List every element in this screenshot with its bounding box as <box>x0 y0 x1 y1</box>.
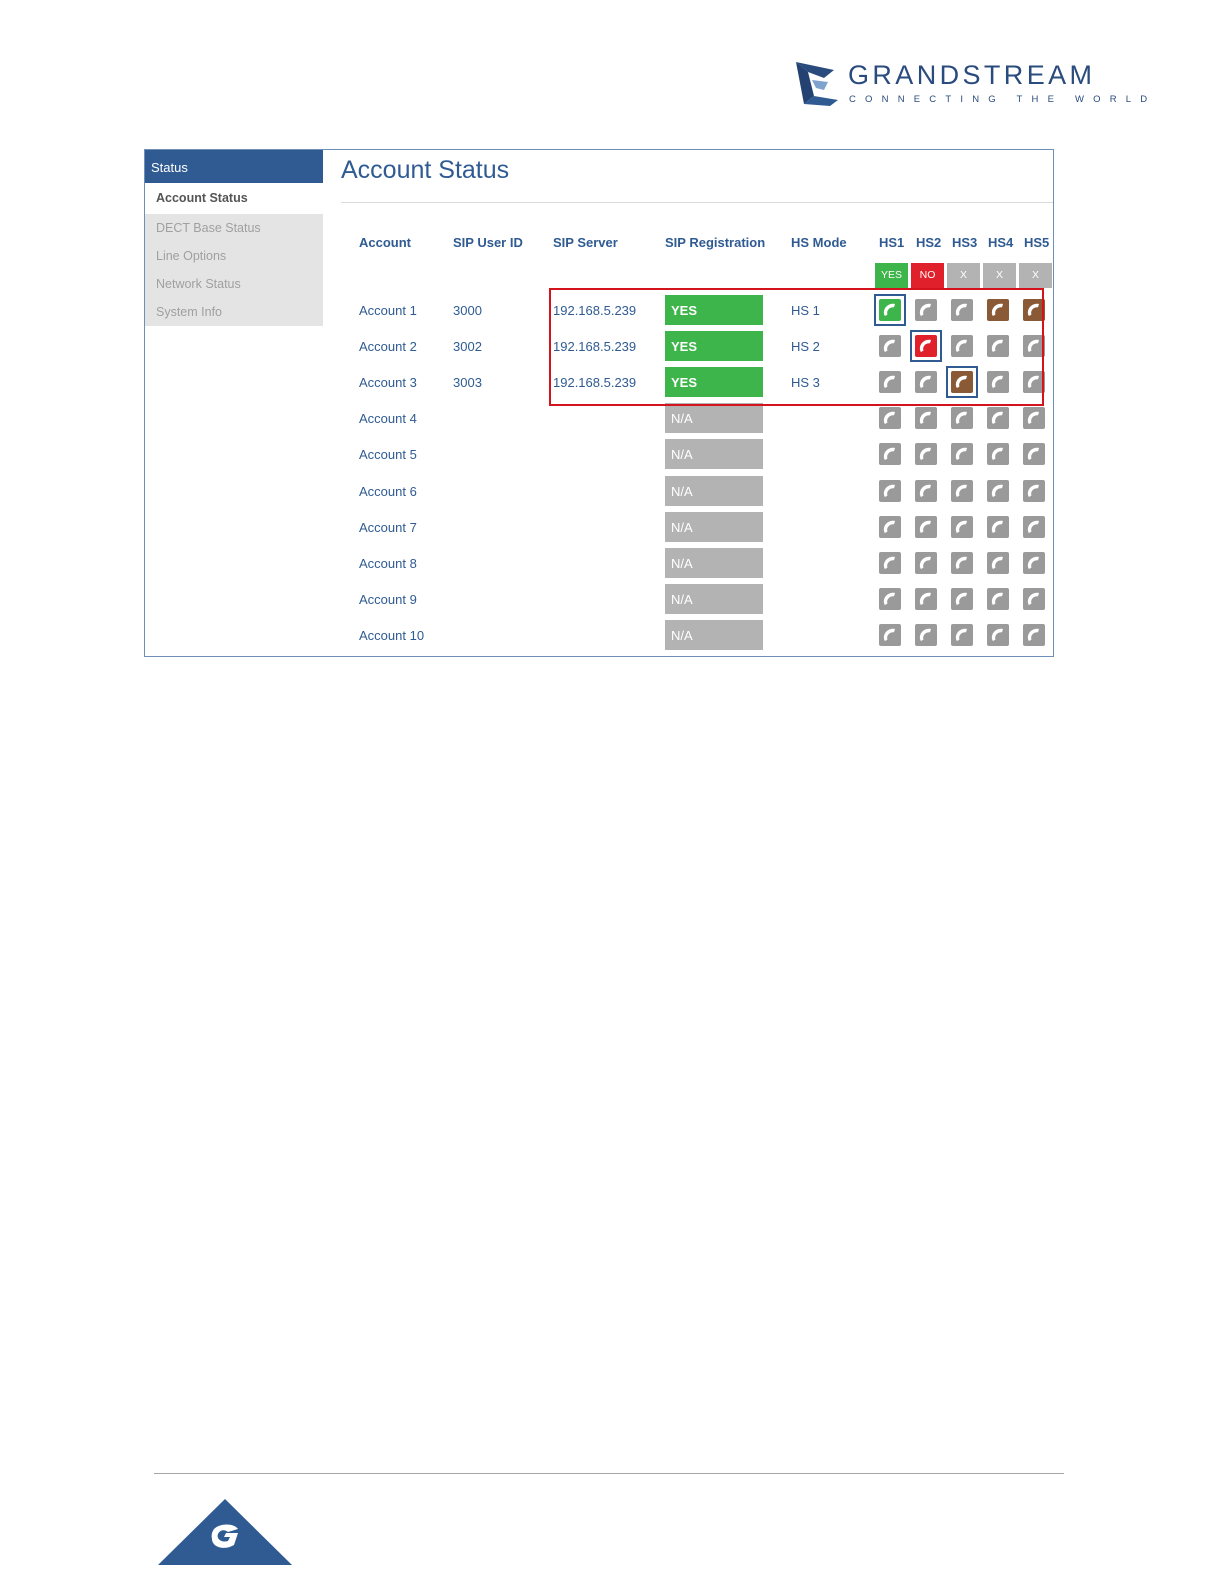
handset-status-hs5: X <box>1019 263 1052 288</box>
page-title: Account Status <box>341 156 510 184</box>
grandstream-logo-icon <box>794 58 840 108</box>
account-name: Account 6 <box>359 483 417 499</box>
account-name: Account 1 <box>359 303 417 318</box>
handset-phone-icon[interactable] <box>1023 588 1045 610</box>
account-name: Account 10 <box>359 627 425 643</box>
column-header-hs3: HS3 <box>952 235 978 250</box>
sidebar <box>145 150 323 326</box>
handset-phone-icon[interactable] <box>1023 516 1045 538</box>
brand-name: GRANDSTREAM <box>848 60 1096 90</box>
main-panel <box>341 150 1053 656</box>
column-header-hs4: HS4 <box>988 235 1014 250</box>
sip-server: 192.168.5.239 <box>553 303 637 318</box>
sidebar-item-network-status[interactable]: Network Status <box>145 270 323 298</box>
column-header-hs2: HS2 <box>916 235 942 250</box>
sip-registration-badge: N/A <box>665 548 763 578</box>
account-name: Account 9 <box>359 591 417 607</box>
handset-phone-icon[interactable] <box>987 552 1009 574</box>
column-header-sip-server: SIP Server <box>553 235 618 250</box>
account-name: Account 8 <box>359 555 417 571</box>
sip-user-id: 3003 <box>453 375 482 391</box>
sip-registration-badge: N/A <box>665 403 763 433</box>
handset-phone-icon[interactable] <box>915 624 937 646</box>
handset-phone-icon[interactable] <box>1023 552 1045 574</box>
handset-phone-icon[interactable] <box>915 480 937 502</box>
handset-phone-icon[interactable] <box>879 552 901 574</box>
sip-registration-badge: N/A <box>665 620 763 650</box>
handset-status-hs1: YES <box>875 263 908 288</box>
column-header-hs-mode: HS Mode <box>791 235 847 250</box>
sip-server: 192.168.5.239 <box>553 339 637 355</box>
grandstream-logo <box>794 58 1157 110</box>
account-name: Account 4 <box>359 411 417 427</box>
handset-status-hs4: X <box>983 263 1016 288</box>
handset-phone-icon[interactable] <box>987 480 1009 502</box>
column-header-sip-registration: SIP Registration <box>665 235 766 250</box>
sidebar-item-system-info[interactable]: System Info <box>145 298 323 326</box>
sidebar-header-status[interactable]: Status <box>145 150 323 183</box>
handset-phone-icon[interactable] <box>915 407 937 429</box>
handset-phone-icon[interactable] <box>879 624 901 646</box>
account-name: Account 7 <box>359 519 417 535</box>
handset-phone-icon[interactable] <box>951 552 973 574</box>
handset-phone-icon[interactable] <box>915 443 937 465</box>
handset-phone-icon[interactable] <box>1023 443 1045 465</box>
column-header-hs1: HS1 <box>879 235 905 250</box>
handset-phone-icon[interactable] <box>951 624 973 646</box>
sip-registration-badge: YES <box>665 331 763 361</box>
handset-phone-icon[interactable] <box>951 443 973 465</box>
screenshot-frame <box>144 149 1054 657</box>
sidebar-item-dect-base-status[interactable]: DECT Base Status <box>145 214 323 242</box>
handset-status-hs2: NO <box>911 263 944 288</box>
sidebar-item-account-status[interactable]: Account Status <box>145 183 323 214</box>
handset-phone-icon[interactable] <box>987 516 1009 538</box>
footer-logo-icon <box>158 1499 292 1565</box>
handset-phone-icon[interactable] <box>951 516 973 538</box>
sip-registration-badge: YES <box>665 367 763 397</box>
column-header-hs5: HS5 <box>1024 235 1050 250</box>
footer-divider <box>154 1473 1064 1474</box>
handset-status-hs3: X <box>947 263 980 288</box>
brand-tagline: CONNECTING THE WORLD <box>849 94 1157 105</box>
sidebar-item-line-options[interactable]: Line Options <box>145 242 323 270</box>
handset-phone-icon[interactable] <box>879 407 901 429</box>
handset-phone-icon[interactable] <box>987 624 1009 646</box>
hs-mode: HS 1 <box>791 303 820 318</box>
column-header-account: Account <box>359 235 411 250</box>
sip-registration-badge: N/A <box>665 439 763 469</box>
account-name: Account 2 <box>359 339 417 355</box>
handset-phone-icon[interactable] <box>1023 624 1045 646</box>
handset-phone-icon[interactable] <box>915 588 937 610</box>
sip-registration-badge: N/A <box>665 584 763 614</box>
handset-phone-icon[interactable] <box>879 516 901 538</box>
handset-phone-icon[interactable] <box>1023 407 1045 429</box>
sip-server: 192.168.5.239 <box>553 375 637 391</box>
highlight-box <box>549 288 1044 406</box>
handset-phone-icon[interactable] <box>915 552 937 574</box>
handset-phone-icon[interactable] <box>987 443 1009 465</box>
sip-user-id: 3002 <box>453 339 482 355</box>
hs-mode: HS 3 <box>791 375 820 391</box>
handset-phone-icon[interactable] <box>951 480 973 502</box>
hs-mode: HS 2 <box>791 339 820 355</box>
handset-phone-icon[interactable] <box>951 407 973 429</box>
handset-phone-icon[interactable] <box>1023 480 1045 502</box>
account-name: Account 5 <box>359 447 417 463</box>
sip-user-id: 3000 <box>453 303 482 318</box>
handset-phone-icon[interactable] <box>879 480 901 502</box>
handset-phone-icon[interactable] <box>987 588 1009 610</box>
handset-phone-icon[interactable] <box>879 443 901 465</box>
handset-phone-icon[interactable] <box>987 407 1009 429</box>
handset-phone-icon[interactable] <box>951 588 973 610</box>
handset-phone-icon[interactable] <box>879 588 901 610</box>
sip-registration-badge: YES <box>665 295 763 325</box>
handset-phone-icon[interactable] <box>915 516 937 538</box>
sip-registration-badge: N/A <box>665 512 763 542</box>
title-divider <box>341 202 1054 203</box>
account-name: Account 3 <box>359 375 417 391</box>
column-header-sip-user-id: SIP User ID <box>453 235 523 250</box>
sip-registration-badge: N/A <box>665 476 763 506</box>
